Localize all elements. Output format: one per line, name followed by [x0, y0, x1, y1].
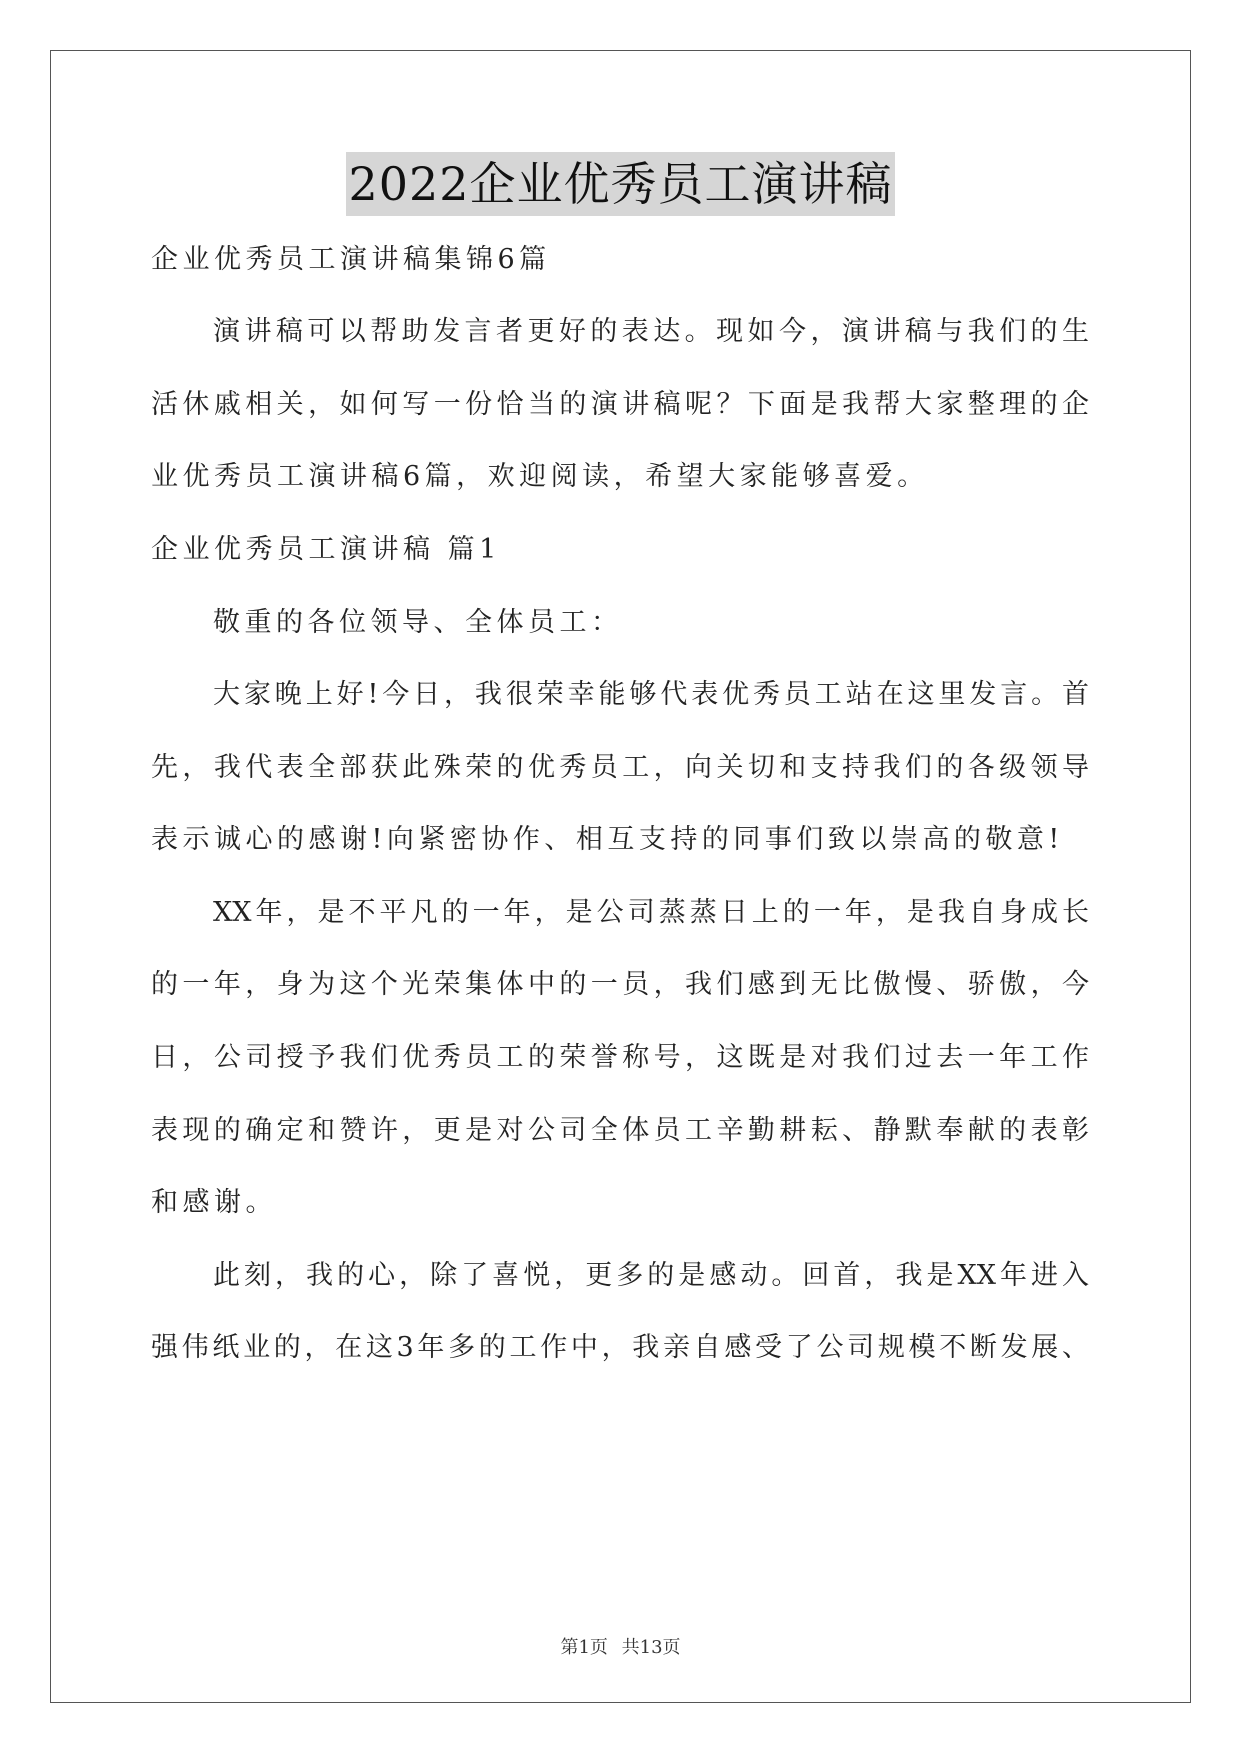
paragraph-line: 表示诚心的感谢!向紧密协作、相互支持的同事们致以崇高的敬意! [151, 824, 1064, 855]
document-title: 2022企业优秀员工演讲稿 [346, 152, 894, 216]
greeting-line: 敬重的各位领导、全体员工： [213, 607, 623, 638]
paragraph-line: 日，公司授予我们优秀员工的荣誉称号，这既是对我们过去一年工作 [151, 1042, 1089, 1073]
paragraph-line: 先，我代表全部获此殊荣的优秀员工，向关切和支持我们的各级领导 [151, 752, 1089, 783]
paragraph-line: 此刻，我的心，除了喜悦，更多的是感动。回首，我是XX年进入 [213, 1260, 1089, 1291]
subtitle-line: 企业优秀员工演讲稿集锦6篇 [151, 244, 551, 275]
paragraph-line: 业优秀员工演讲稿6篇，欢迎阅读，希望大家能够喜爱。 [151, 461, 929, 492]
paragraph-line: 演讲稿可以帮助发言者更好的表达。现如今，演讲稿与我们的生 [213, 316, 1089, 347]
section-heading: 企业优秀员工演讲稿 篇1 [151, 534, 501, 565]
page-total: 共13页 [621, 1637, 681, 1658]
paragraph-line: 和感谢。 [151, 1187, 277, 1218]
paragraph-line: 表现的确定和赞许，更是对公司全体员工辛勤耕耘、静默奉献的表彰 [151, 1115, 1089, 1146]
page-number: 第1页 [560, 1637, 608, 1658]
paragraph-line: 强伟纸业的，在这3年多的工作中，我亲自感受了公司规模不断发展、 [151, 1332, 1089, 1363]
title-container [0, 152, 1241, 216]
paragraph-line: 大家晚上好!今日，我很荣幸能够代表优秀员工站在这里发言。首 [213, 679, 1089, 710]
page-border [50, 50, 1191, 1703]
page-footer [0, 1633, 1241, 1659]
paragraph-line: 活休戚相关，如何写一份恰当的演讲稿呢？下面是我帮大家整理的企 [151, 389, 1089, 420]
paragraph-line: XX年，是不平凡的一年，是公司蒸蒸日上的一年，是我自身成长 [213, 897, 1089, 928]
paragraph-line: 的一年，身为这个光荣集体中的一员，我们感到无比傲慢、骄傲，今 [151, 969, 1089, 1000]
